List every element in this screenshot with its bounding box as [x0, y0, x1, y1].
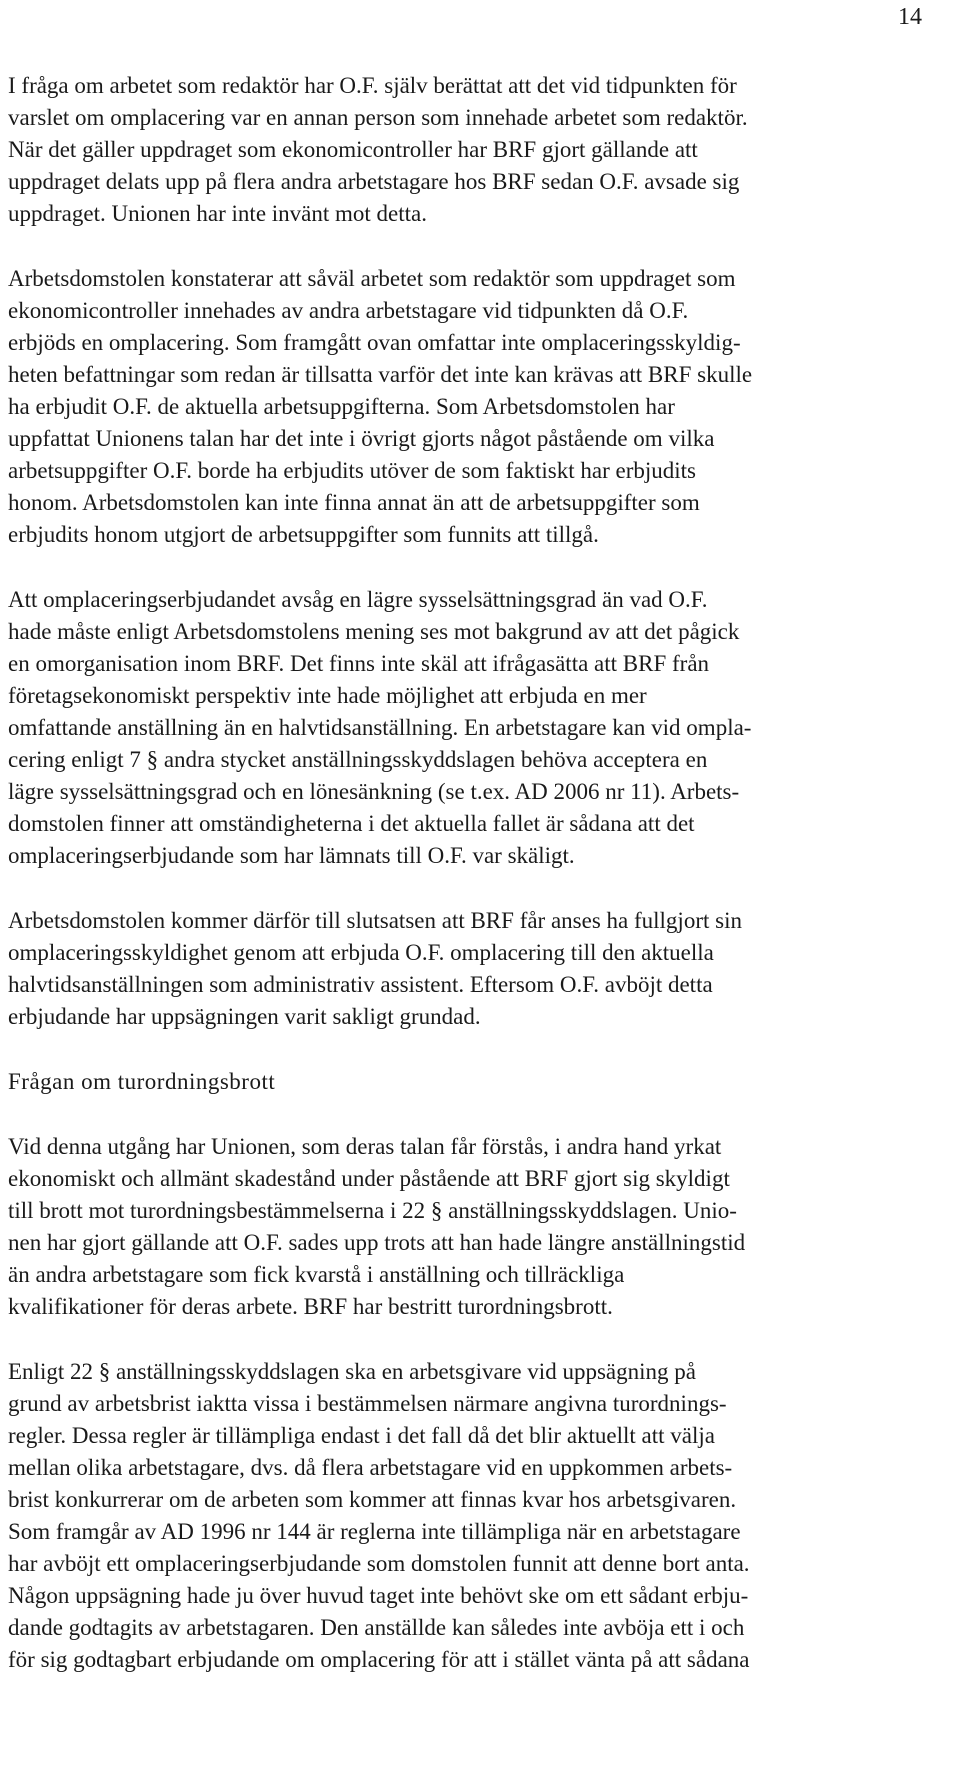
text-line: erbjöds en omplacering. Som framgått ovan omfattar inte omplaceringsskyldig- [8, 330, 741, 355]
text-line: ekonomiskt och allmänt skadestånd under påstående att BRF gjort sig skyldigt [8, 1166, 730, 1191]
text-line: nen har gjort gällande att O.F. sades upp trots att han hade längre anställningstid [8, 1230, 746, 1255]
text-line: till brott mot turordningsbestämmelserna i 22 § anställningsskyddslagen. Unio- [8, 1198, 737, 1223]
text-line: har avböjt ett omplaceringserbjudande som domstolen funnit att denne bort anta. [8, 1551, 750, 1576]
text-line: Arbetsdomstolen konstaterar att såväl arbetet som redaktör som uppdraget som [8, 266, 736, 291]
text-line: I fråga om arbetet som redaktör har O.F. själv berättat att det vid tidpunkten för [8, 73, 737, 98]
text-line: uppdraget delats upp på flera andra arbetstagare hos BRF sedan O.F. avsade sig [8, 169, 740, 194]
text-line: regler. Dessa regler är tillämpliga endast i det fall då det blir aktuellt att välja [8, 1423, 715, 1448]
text-line: erbjudande har uppsägningen varit sakligt grundad. [8, 1004, 481, 1029]
paragraph-3 [8, 584, 948, 872]
text-line: brist konkurrerar om de arbeten som kommer att finnas kvar hos arbetsgivaren. [8, 1487, 737, 1512]
text-line: erbjudits honom utgjort de arbetsuppgifter som funnits att tillgå. [8, 522, 599, 547]
text-line: för sig godtagbart erbjudande om omplacering för att i stället vänta på att sådana [8, 1647, 750, 1672]
text-line: företagsekonomiskt perspektiv inte hade möjlighet att erbjuda en mer [8, 683, 647, 708]
text-line: honom. Arbetsdomstolen kan inte finna annat än att de arbetsuppgifter som [8, 490, 700, 515]
text-line: Att omplaceringserbjudandet avsåg en lägre sysselsättningsgrad än vad O.F. [8, 587, 708, 612]
text-line: än andra arbetstagare som fick kvarstå i anställning och tillräckliga [8, 1262, 625, 1287]
text-line: halvtidsanställningen som administrativ assistent. Eftersom O.F. avböjt detta [8, 972, 713, 997]
text-line: Vid denna utgång har Unionen, som deras talan får förstås, i andra hand yrkat [8, 1134, 722, 1159]
text-line: heten befattningar som redan är tillsatta varför det inte kan krävas att BRF skulle [8, 362, 753, 387]
text-line: omfattande anställning än en halvtidsanställning. En arbetstagare kan vid ompla- [8, 715, 752, 740]
text-line: dande godtagits av arbetstagaren. Den anställde kan således inte avböja ett i och [8, 1615, 745, 1640]
text-line: grund av arbetsbrist iaktta vissa i bestämmelsen närmare angivna turordnings- [8, 1391, 727, 1416]
text-line: Arbetsdomstolen kommer därför till slutsatsen att BRF får anses ha fullgjort sin [8, 908, 742, 933]
paragraph-4 [8, 905, 948, 1033]
text-line: ekonomicontroller innehades av andra arbetstagare vid tidpunkten då O.F. [8, 298, 689, 323]
text-line: omplaceringserbjudande som har lämnats till O.F. var skäligt. [8, 843, 575, 868]
text-line: När det gäller uppdraget som ekonomicontroller har BRF gjort gällande att [8, 137, 698, 162]
text-line: Enligt 22 § anställningsskyddslagen ska en arbetsgivare vid uppsägning på [8, 1359, 696, 1384]
text-line: arbetsuppgifter O.F. borde ha erbjudits utöver de som faktiskt har erbjudits [8, 458, 697, 483]
text-line: mellan olika arbetstagare, dvs. då flera arbetstagare vid en uppkommen arbets- [8, 1455, 733, 1480]
paragraph-1 [8, 70, 948, 230]
text-line: omplaceringsskyldighet genom att erbjuda O.F. omplacering till den aktuella [8, 940, 714, 965]
text-line: domstolen finner att omständigheterna i det aktuella fallet är sådana att det [8, 811, 695, 836]
section-heading: Frågan om turordningsbrott [8, 1069, 276, 1094]
text-line: en omorganisation inom BRF. Det finns inte skäl att ifrågasätta att BRF från [8, 651, 710, 676]
text-line: hade måste enligt Arbetsdomstolens mening ses mot bakgrund av att det pågick [8, 619, 740, 644]
text-line: lägre sysselsättningsgrad och en lönesänkning (se t.ex. AD 2006 nr 11). Arbets- [8, 779, 740, 804]
text-line: ha erbjudit O.F. de aktuella arbetsuppgifterna. Som Arbetsdomstolen har [8, 394, 675, 419]
text-line: Som framgår av AD 1996 nr 144 är reglerna inte tillämpliga när en arbetstagare [8, 1519, 741, 1544]
text-line: Någon uppsägning hade ju över huvud taget inte behövt ske om ett sådant erbju- [8, 1583, 749, 1608]
text-line: kvalifikationer för deras arbete. BRF har bestritt turordningsbrott. [8, 1294, 613, 1319]
text-line: uppdraget. Unionen har inte invänt mot detta. [8, 201, 427, 226]
document-body [8, 70, 948, 1709]
paragraph-5 [8, 1131, 948, 1323]
text-line: cering enligt 7 § andra stycket anställningsskyddslagen behöva acceptera en [8, 747, 708, 772]
text-line: varslet om omplacering var en annan person som innehade arbetet som redaktör. [8, 105, 748, 130]
paragraph-2 [8, 263, 948, 551]
page-number: 14 [898, 4, 922, 30]
text-line: uppfattat Unionens talan har det inte i övrigt gjorts något påstående om vilka [8, 426, 715, 451]
paragraph-6 [8, 1356, 948, 1676]
